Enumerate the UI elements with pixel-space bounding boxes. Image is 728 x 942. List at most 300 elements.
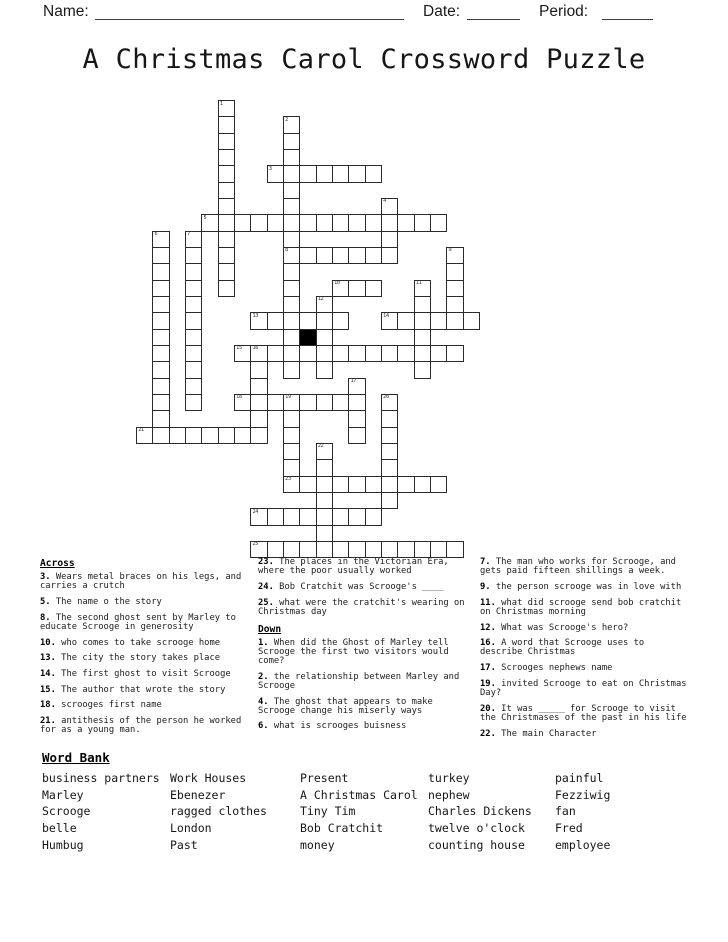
crossword-cell (348, 280, 365, 297)
word-bank-item: Bob Cratchit (300, 821, 384, 836)
crossword-cell (430, 541, 447, 558)
clue: 6. what is scrooges buisness (258, 721, 407, 732)
crossword-cell (283, 263, 300, 280)
crossword-cell (185, 329, 202, 346)
crossword-cell (250, 345, 267, 362)
crossword-cell (365, 214, 382, 231)
crossword-cell (283, 312, 300, 329)
crossword-cell (218, 427, 235, 444)
crossword-grid (136, 100, 480, 558)
crossword-cell-number: 23 (285, 476, 291, 483)
crossword-cell (250, 361, 267, 378)
crossword-cell (299, 312, 316, 329)
crossword-cell (152, 263, 169, 280)
crossword-cell (348, 427, 365, 444)
crossword-cell (316, 443, 333, 460)
crossword-cell (381, 459, 398, 476)
crossword-cell (381, 231, 398, 248)
crossword-cell-number: 17 (350, 378, 357, 385)
name-label: Name: (43, 3, 89, 20)
word-bank-column-3 (300, 770, 418, 854)
crossword-cell (283, 410, 300, 427)
crossword-cell (283, 443, 300, 460)
clues-column-1 (40, 558, 246, 742)
period-label: Period: (539, 3, 589, 20)
crossword-cell (299, 508, 316, 525)
crossword-cell (348, 378, 365, 395)
crossword-cell (218, 247, 235, 264)
crossword-cell (185, 361, 202, 378)
clue-number: 18. (40, 700, 56, 711)
crossword-cell (299, 345, 316, 362)
clue: 13. The city the story takes place (40, 653, 221, 664)
crossword-cell (430, 214, 447, 231)
crossword-cell (283, 214, 300, 231)
crossword-cell (136, 427, 153, 444)
clue-number: 10. (40, 637, 56, 648)
crossword-cell (365, 247, 382, 264)
crossword-cell (152, 231, 169, 248)
clue: 3. Wears metal braces on his legs, and carries a crutch (40, 572, 242, 592)
crossword-cell (267, 345, 284, 362)
word-bank-column-5 (555, 770, 610, 854)
crossword-cell (185, 427, 202, 444)
clue-number: 17. (480, 663, 496, 674)
crossword-cell (250, 508, 267, 525)
word-bank-item: counting house (428, 837, 525, 852)
clue-number: 7. (480, 557, 491, 567)
crossword-cell (430, 312, 447, 329)
word-bank-item: belle (42, 821, 77, 836)
crossword-cell (332, 345, 349, 362)
crossword-cell (218, 149, 235, 166)
word-bank-item: employee (555, 837, 611, 852)
crossword-cell (381, 247, 398, 264)
crossword-cell (332, 508, 349, 525)
crossword-cell (414, 312, 431, 329)
crossword-cell (283, 247, 300, 264)
crossword-cell (250, 312, 267, 329)
crossword-cell (381, 427, 398, 444)
crossword-cell (185, 231, 202, 248)
clue: 1. When did the Ghost of Marley tell Scrooge the first two visitors would come? (258, 637, 449, 666)
crossword-cell (185, 378, 202, 395)
crossword-cell (414, 214, 431, 231)
clue: 25. what were the cratchit's wearing on Christmas day (258, 597, 465, 617)
word-bank-item: Tiny Tim (300, 804, 356, 819)
crossword-cell (299, 214, 316, 231)
crossword-cell (218, 133, 235, 150)
clue: 14. The first ghost to visit Scrooge (40, 668, 231, 679)
crossword-cell (365, 280, 382, 297)
clue: 19. invited Scrooge to eat on Christmas Day? (480, 678, 687, 699)
clue-number: 12. (480, 622, 496, 633)
clue-number: 1. (258, 637, 269, 648)
crossword-cell-number: 8 (285, 247, 288, 254)
word-bank-item: Humbug (42, 837, 84, 852)
crossword-cell (218, 182, 235, 199)
crossword-cell-number: 15 (236, 345, 242, 352)
crossword-cell (446, 541, 463, 558)
crossword-cell-number: 11 (415, 280, 422, 287)
crossword-cell (348, 394, 365, 411)
crossword-cell-number: 16 (252, 345, 259, 352)
word-bank-item: A Christmas Carol (300, 787, 418, 802)
crossword-cell (250, 214, 267, 231)
crossword-cell (397, 476, 414, 493)
crossword-cell (283, 476, 300, 493)
crossword-cell (283, 427, 300, 444)
crossword-cell (397, 541, 414, 558)
clue: 2. the relationship between Marley and Scrooge (258, 671, 460, 691)
crossword-cell (446, 312, 463, 329)
word-bank-column-4 (428, 770, 532, 854)
crossword-cell (283, 329, 300, 346)
crossword-cell (234, 214, 251, 231)
crossword-cell (299, 394, 316, 411)
crossword-cell (316, 508, 333, 525)
crossword-cell-number: 4 (383, 198, 386, 205)
crossword-cell (299, 476, 316, 493)
clue-number: 20. (480, 703, 496, 714)
crossword-cell (365, 508, 382, 525)
crossword-cell-number: 7 (187, 231, 190, 238)
crossword-cell (169, 427, 186, 444)
crossword-cell (332, 214, 349, 231)
crossword-cell (446, 263, 463, 280)
crossword-cell (316, 165, 333, 182)
word-bank-item: ragged clothes (170, 804, 267, 819)
clue-number: 9. (480, 581, 491, 592)
crossword-cell (381, 394, 398, 411)
crossword-cell (267, 214, 284, 231)
crossword-cell (185, 345, 202, 362)
crossword-cell (299, 541, 316, 558)
crossword-cell (234, 394, 251, 411)
crossword-cell (299, 247, 316, 264)
crossword-cell-number: 24 (252, 508, 259, 515)
clues-section-header: Across (40, 558, 75, 569)
crossword-cell (283, 296, 300, 313)
period-fill-line (602, 2, 653, 20)
crossword-cell (250, 394, 267, 411)
crossword-cell (332, 165, 349, 182)
crossword-cell (332, 312, 349, 329)
crossword-cell (218, 231, 235, 248)
crossword-cell (185, 280, 202, 297)
crossword-cell (381, 541, 398, 558)
crossword-cell (332, 476, 349, 493)
crossword-cell (316, 394, 333, 411)
crossword-cell (267, 508, 284, 525)
crossword-cell (283, 345, 300, 362)
word-bank-item: Past (170, 837, 198, 852)
crossword-cell-number: 1 (219, 100, 223, 107)
crossword-cell (397, 345, 414, 362)
crossword-cell (201, 214, 218, 231)
clue-number: 3. (40, 572, 51, 582)
crossword-cell (152, 345, 169, 362)
clue-number: 22. (480, 728, 496, 739)
crossword-cell (365, 541, 382, 558)
crossword-cell (152, 247, 169, 264)
crossword-cell (381, 198, 398, 215)
clue-number: 24. (258, 581, 274, 592)
crossword-cell-number: 19 (285, 394, 291, 401)
crossword-cell (365, 165, 382, 182)
clue: 4. The ghost that appears to make Scrooge change his miserly ways (258, 696, 433, 716)
crossword-black-cell (299, 329, 316, 346)
crossword-cell (283, 280, 300, 297)
crossword-cell (201, 427, 218, 444)
clue: 8. The second ghost sent by Marley to educate Scrooge in generosity (40, 612, 236, 632)
crossword-cell (446, 296, 463, 313)
clue: 7. The man who works for Scrooge, and gets paid fifteen shillings a week. (480, 557, 676, 577)
crossword-cell (267, 541, 284, 558)
clue-number: 6. (258, 721, 269, 732)
crossword-cell (218, 214, 235, 231)
crossword-cell-number: 22 (317, 443, 324, 450)
clue: 18. scrooges first name (40, 700, 162, 711)
crossword-cell (397, 214, 414, 231)
crossword-cell (152, 394, 169, 411)
word-bank-item: Scrooge (42, 804, 91, 819)
crossword-cell (316, 459, 333, 476)
clue: 21. antithesis of the person he worked for as a young man. (40, 716, 242, 736)
crossword-cell (250, 427, 267, 444)
crossword-cell (152, 378, 169, 395)
crossword-cell (185, 247, 202, 264)
crossword-cell (365, 345, 382, 362)
crossword-cell (283, 133, 300, 150)
clue: 17. Scrooges nephews name (480, 663, 613, 674)
crossword-cell-number: 14 (383, 312, 389, 319)
crossword-cell (152, 280, 169, 297)
crossword-cell (185, 394, 202, 411)
crossword-cell (348, 476, 365, 493)
crossword-cell (185, 296, 202, 313)
crossword-cell (365, 476, 382, 493)
crossword-cell (381, 410, 398, 427)
crossword-cell (381, 345, 398, 362)
crossword-cell (283, 231, 300, 248)
clue-number: 23. (258, 557, 274, 567)
page-title: A Christmas Carol Crossword Puzzle (82, 44, 646, 75)
clue-number: 15. (40, 684, 56, 695)
crossword-cell (316, 296, 333, 313)
clues-section-header: Down (258, 623, 282, 635)
crossword-cell (414, 345, 431, 362)
crossword-cell (283, 198, 300, 215)
crossword-cell (218, 198, 235, 215)
crossword-cell (283, 149, 300, 166)
crossword-cell-number: 21 (138, 427, 144, 434)
clue-number: 4. (258, 696, 269, 707)
crossword-cell (218, 263, 235, 280)
crossword-cell (267, 312, 284, 329)
clue-number: 25. (258, 597, 274, 608)
crossword-cell-number: 2 (285, 116, 288, 123)
word-bank-item: painful (555, 771, 604, 785)
crossword-cell (283, 182, 300, 199)
clue-number: 13. (40, 653, 56, 664)
clue: 11. what did scrooge send bob cratchit on Christmas morning (480, 597, 682, 617)
clue-number: 19. (480, 678, 496, 689)
crossword-cell (267, 165, 284, 182)
crossword-cell (152, 296, 169, 313)
word-bank-item: fan (555, 804, 576, 819)
clue: 24. Bob Cratchit was Scrooge's ____ (258, 581, 444, 592)
clue-number: 5. (40, 596, 51, 607)
crossword-cell (185, 263, 202, 280)
clue: 12. What was Scrooge's hero? (480, 622, 629, 633)
crossword-cell-number: 20 (383, 394, 389, 401)
word-bank-item: nephew (428, 787, 470, 802)
crossword-cell (283, 459, 300, 476)
crossword-cell (348, 541, 365, 558)
crossword-cell (185, 312, 202, 329)
crossword-cell (414, 329, 431, 346)
crossword-cell (234, 427, 251, 444)
clue: 5. The name o the story (40, 596, 162, 607)
crossword-cell (316, 345, 333, 362)
word-bank-item: turkey (428, 771, 470, 785)
word-bank-column-1 (42, 770, 160, 854)
crossword-cell (381, 492, 398, 509)
crossword-cell-number: 6 (154, 231, 158, 238)
crossword-cell (414, 361, 431, 378)
clue: 15. The author that wrote the story (40, 684, 226, 695)
crossword-cell (348, 410, 365, 427)
crossword-cell (332, 394, 349, 411)
crossword-cell (250, 378, 267, 395)
crossword-cell (381, 214, 398, 231)
clue-number: 11. (480, 597, 496, 608)
crossword-cell (316, 492, 333, 509)
crossword-cell (381, 476, 398, 493)
crossword-cell-number: 10 (334, 280, 340, 287)
crossword-cell (299, 165, 316, 182)
crossword-cell (348, 214, 365, 231)
crossword-cell (414, 541, 431, 558)
crossword-cell (414, 476, 431, 493)
word-bank-item: Present (300, 771, 349, 785)
crossword-cell (348, 508, 365, 525)
crossword-cell-number: 12 (317, 296, 324, 303)
crossword-cell (234, 345, 251, 362)
crossword-cell (218, 116, 235, 133)
crossword-cell (283, 394, 300, 411)
crossword-cell (267, 394, 284, 411)
crossword-cell-number: 5 (203, 214, 207, 221)
crossword-cell (348, 345, 365, 362)
clue-number: 8. (40, 612, 51, 623)
crossword-cell (283, 165, 300, 182)
clue: 9. the person scrooge was in love with (480, 581, 682, 592)
clue-number: 2. (258, 671, 269, 682)
crossword-cell (316, 214, 333, 231)
word-bank-item: money (300, 837, 335, 852)
crossword-cell (283, 541, 300, 558)
crossword-cell (446, 247, 463, 264)
crossword-cell (348, 165, 365, 182)
word-bank-column-2 (170, 770, 267, 854)
word-bank-item: Charles Dickens (428, 804, 532, 819)
clue: 20. It was _____ for Scrooge to visit the Christmases of the past in his life (480, 703, 687, 723)
crossword-cell (463, 312, 480, 329)
crossword-cell (283, 361, 300, 378)
crossword-cell-number: 13 (252, 312, 259, 319)
word-bank-item: business partners (42, 771, 160, 785)
crossword-cell (218, 280, 235, 297)
crossword-cell (316, 312, 333, 329)
crossword-cell (381, 443, 398, 460)
crossword-cell (218, 165, 235, 182)
crossword-cell (446, 345, 463, 362)
crossword-cell (332, 247, 349, 264)
clue: 10. who comes to take scrooge home (40, 637, 221, 648)
crossword-cell-number: 3 (268, 165, 272, 172)
crossword-cell (152, 410, 169, 427)
crossword-cell (332, 541, 349, 558)
clue-number: 21. (40, 716, 56, 727)
crossword-cell (414, 296, 431, 313)
clue-number: 16. (480, 638, 496, 649)
crossword-cell (446, 280, 463, 297)
crossword-cell (316, 525, 333, 542)
crossword-cell (414, 280, 431, 297)
crossword-cell (430, 345, 447, 362)
crossword-cell (152, 427, 169, 444)
word-bank-item: Fred (555, 821, 583, 836)
crossword-cell (152, 312, 169, 329)
word-bank-item: Fezziwig (555, 787, 611, 802)
word-bank-item: London (170, 821, 212, 836)
word-bank-item: twelve o'clock (428, 821, 525, 836)
crossword-cell (316, 361, 333, 378)
word-bank-item: Work Houses (170, 771, 247, 785)
crossword-cell (397, 312, 414, 329)
crossword-cell (218, 100, 235, 117)
word-bank-header: Word Bank (42, 750, 110, 765)
crossword-cell (250, 541, 267, 558)
crossword-cell (316, 329, 333, 346)
crossword-cell-number: 25 (252, 541, 259, 548)
crossword-cell (250, 410, 267, 427)
clue-number: 14. (40, 668, 56, 679)
crossword-cell (283, 508, 300, 525)
clue: 23. The places in the Victorian Era, where the poor usually worked (258, 557, 449, 577)
word-bank-item: Marley (42, 787, 84, 802)
crossword-cell (283, 116, 300, 133)
date-fill-line (467, 2, 520, 20)
crossword-cell (381, 312, 398, 329)
date-label: Date: (423, 3, 461, 20)
clues-column-3 (480, 558, 690, 745)
crossword-cell (316, 541, 333, 558)
name-fill-line (95, 2, 404, 20)
clue: 22. The main Character (480, 728, 597, 739)
crossword-cell (348, 247, 365, 264)
word-bank-item: Ebenezer (170, 787, 226, 802)
crossword-cell-number: 9 (448, 247, 452, 254)
crossword-cell (316, 476, 333, 493)
crossword-cell (316, 247, 333, 264)
crossword-cell (332, 280, 349, 297)
clues-column-2 (258, 558, 470, 738)
crossword-cell (152, 329, 169, 346)
crossword-cell (430, 476, 447, 493)
